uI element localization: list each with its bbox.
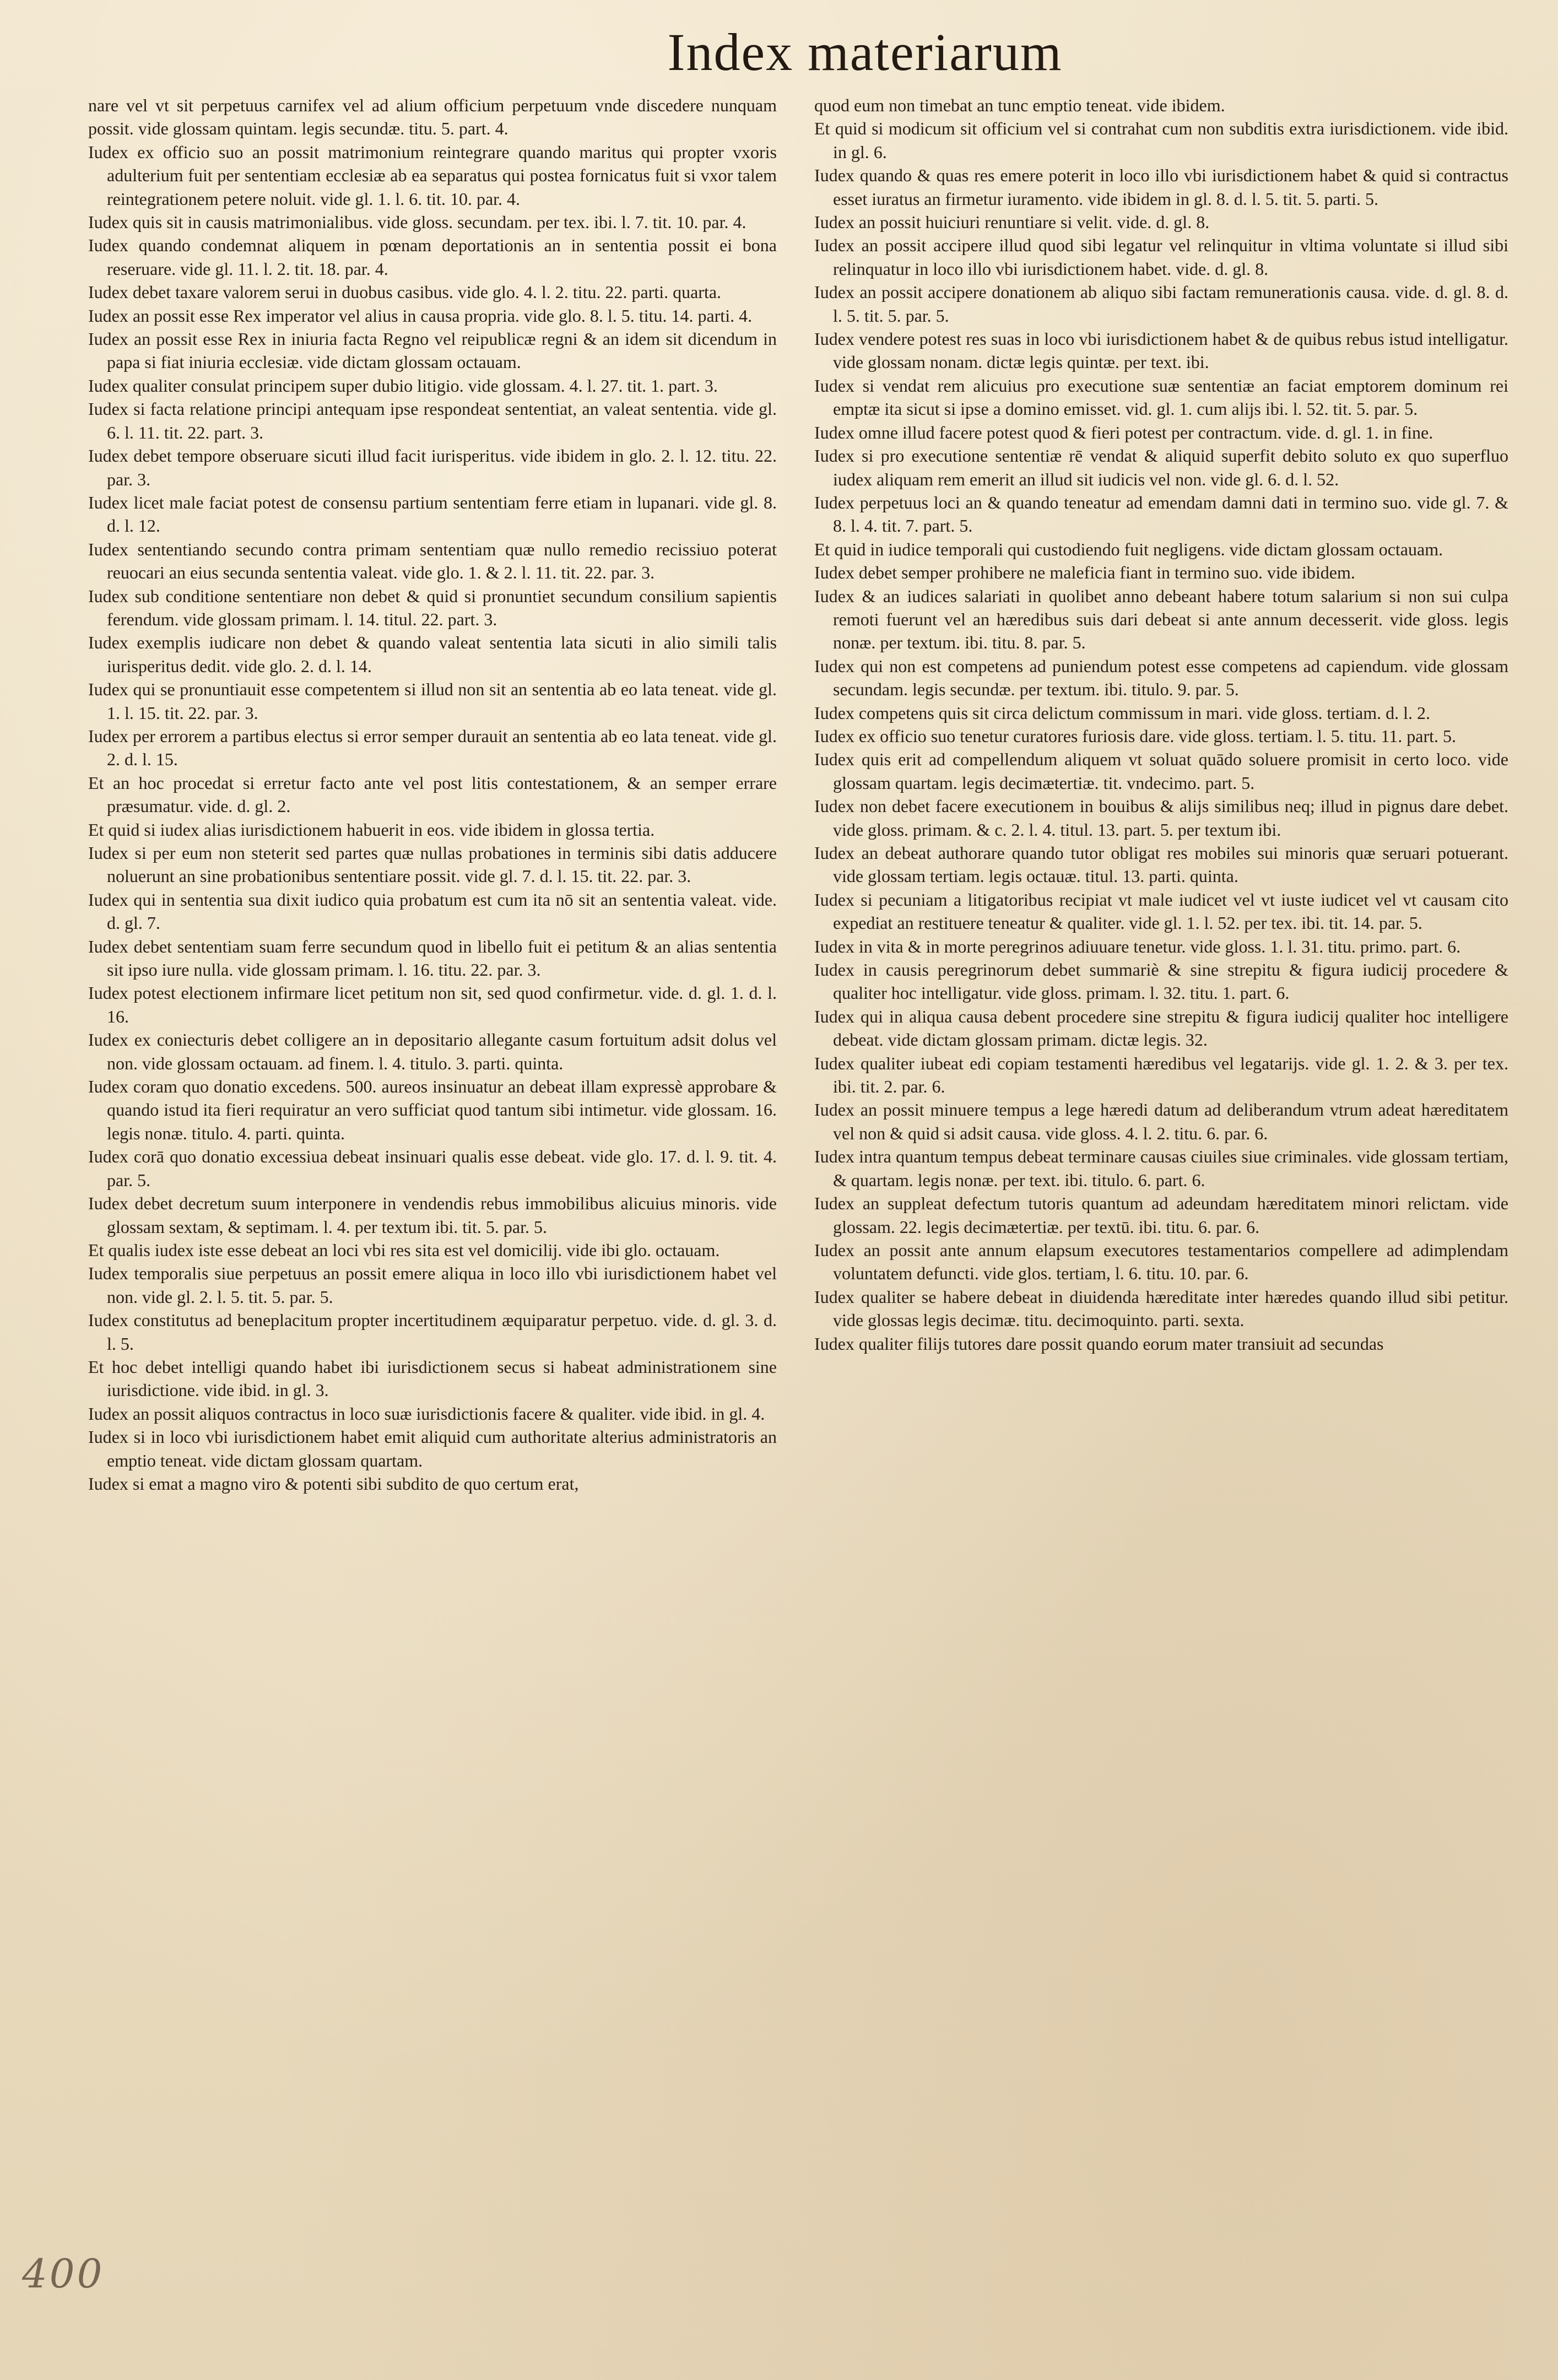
index-entry: Iudex ex officio suo tenetur curatores furiosis dare. vide gloss. tertiam. l. 5. titu. 11. part. 5.: [814, 726, 1457, 746]
index-entry: Iudex si emat a magno viro & potenti sibi subdito de quo certum erat,: [88, 1473, 579, 1494]
index-entry: Iudex licet male faciat potest de consensu partium sententiam ferre etiam in lupanari. vide gl. 8. d. l. 12.: [88, 492, 777, 536]
index-entry: Et quid si modicum sit officium vel si contrahat cum non subditis extra iurisdictionem. vide ibid. in gl. 6.: [814, 118, 1508, 162]
index-entry: Iudex & an iudices salariati in quolibet anno debeant habere totum salarium si non sui culpa remoti fuerunt vel an hæredibus suis dari debeat si ante annum decesserit. vide gloss. legis nonæ. per textum. ibi. titu. 8. par. 5.: [814, 586, 1508, 653]
index-entry: Iudex an possit minuere tempus a lege hæredi datum ad deliberandum vtrum adeat hæreditatem vel non & quid si adsit causa. vide gloss. 4. l. 2. titu. 6. par. 6.: [814, 1100, 1508, 1143]
index-entry: Iudex si in loco vbi iurisdictionem habet emit aliquid cum authoritate alterius administratoris an emptio teneat. vide dictam glossam quartam.: [88, 1427, 777, 1470]
index-entry: Iudex per errorem a partibus electus si error semper durauit an sententia ab eo lata teneat. vide gl. 2. d. l. 15.: [88, 726, 777, 770]
index-entry: Iudex an possit accipere illud quod sibi legatur vel relinquitur in vltima voluntate si illud sibi relinquatur in loco illo vbi iurisdictionem habet. vide. d. gl. 8.: [814, 235, 1508, 279]
index-entry: Iudex sub conditione sententiare non debet & quid si pronuntiet secundum consilium sapientis ferendum. vide glossam primam. l. 14. titul. 22. part. 3.: [88, 586, 777, 629]
index-entry: Iudex competens quis sit circa delictum commissum in mari. vide gloss. tertiam. d. l. 2.: [814, 702, 1431, 723]
index-entry: Iudex qualiter filijs tutores dare possit quando eorum mater transiuit ad secundas: [814, 1333, 1384, 1354]
index-entry: nare vel vt sit perpetuus carnifex vel ad alium officium perpetuum vnde discedere nunquam possit. vide glossam quintam. legis secundæ. titu. 5. part. 4.: [88, 95, 777, 139]
index-entry: Iudex debet sententiam suam ferre secundum quod in libello fuit ei petitum & an alias sententia sit ipso iure nulla. vide glossam primam. l. 16. titu. 22. par. 3.: [88, 936, 777, 980]
index-entry: Iudex an suppleat defectum tutoris quantum ad adeundam hæreditatem minori relictam. vide glossam. 22. legis decimætertiæ. per textū. ibi. titu. 6. par. 6.: [814, 1193, 1508, 1237]
index-entry: Iudex debet decretum suum interponere in vendendis rebus immobilibus alicuius minoris. vide glossam sextam, & septimam. l. 4. per textum ibi. tit. 5. par. 5.: [88, 1193, 777, 1237]
right-column: [814, 94, 1508, 2209]
index-entry: Iudex in causis peregrinorum debet summariè & sine strepitu & figura iudicij procedere & qualiter hoc intelligatur. vide gloss. primam. l. 32. titu. 1. part. 6.: [814, 960, 1508, 1003]
index-entry: Et an hoc procedat si erretur facto ante vel post litis contestationem, & an semper errare præsumatur. vide. d. gl. 2.: [88, 772, 777, 816]
index-entry: Iudex coram quo donatio excedens. 500. aureos insinuatur an debeat illam expressè approbare & quando istud ita fieri requiratur an vero sufficiat quod tantum sibi intimetur. vide glossam. 16. legis nonæ. titulo. 4. parti. quinta.: [88, 1077, 777, 1143]
index-entry: Iudex an possit huiciuri renuntiare si velit. vide. d. gl. 8.: [814, 212, 1210, 232]
index-entry: Iudex qui non est competens ad puniendum potest esse competens ad capiendum. vide glossam secundam. legis secundæ. per textum. ibi. titulo. 9. par. 5.: [814, 656, 1508, 700]
index-entry: Iudex exemplis iudicare non debet & quando valeat sententia lata sicuti in alio simili talis iurisperitus dedit. vide glo. 2. d. l. 14.: [88, 632, 777, 676]
left-column: [88, 94, 777, 2209]
index-entry: quod eum non timebat an tunc emptio teneat. vide ibidem.: [814, 95, 1225, 115]
index-entry: Iudex intra quantum tempus debeat terminare causas ciuiles siue criminales. vide glossam tertiam, & quartam. legis nonæ. per text. ibi. titulo. 6. part. 6.: [814, 1146, 1508, 1190]
index-entry: Iudex quando & quas res emere poterit in loco illo vbi iurisdictionem habet & quid si contractus esset iuratus an firmetur iuramento. vide ibidem in gl. 8. d. l. 5. tit. 5. parti. 5.: [814, 165, 1508, 209]
index-entry: Iudex an possit ante annum elapsum executores testamentarios compellere ad adimplendam voluntatem defuncti. vide glos. tertiam, l. 6. titu. 10. par. 6.: [814, 1240, 1508, 1284]
index-entry: Iudex non debet facere executionem in bouibus & alijs similibus neq; illud in pignus dare debet. vide gloss. primam. & c. 2. l. 4. titul. 13. part. 5. per textum ibi.: [814, 796, 1508, 840]
index-entry: Et quid si iudex alias iurisdictionem habuerit in eos. vide ibidem in glossa tertia.: [88, 819, 655, 840]
handwritten-folio-number: 400: [22, 2251, 105, 2297]
index-entry: Iudex qualiter se habere debeat in diuidenda hæreditate inter hæredes quando illud sibi petitur. vide glossas legis decimæ. titu. decimoquinto. parti. sexta.: [814, 1286, 1508, 1330]
index-entry: Iudex constitutus ad beneplacitum propter incertitudinem æquiparatur perpetuo. vide. d. gl. 3. d. l. 5.: [88, 1310, 777, 1354]
index-entry: Iudex qui se pronuntiauit esse competentem si illud non sit an sententia ab eo lata teneat. vide gl. 1. l. 15. tit. 22. par. 3.: [88, 679, 777, 723]
index-entry: Et hoc debet intelligi quando habet ibi iurisdictionem secus si habeat administrationem sine iurisdictione. vide ibid. in gl. 3.: [88, 1356, 777, 1400]
index-entry: Iudex an possit accipere donationem ab aliquo sibi factam remunerationis causa. vide. d. gl. 8. d. l. 5. tit. 5. par. 5.: [814, 282, 1508, 326]
index-entry: Iudex qualiter consulat principem super dubio litigio. vide glossam. 4. l. 27. tit. 1. part. 3.: [88, 375, 718, 396]
index-entry: Iudex an possit aliquos contractus in loco suæ iurisdictionis facere & qualiter. vide ibid. in gl. 4.: [88, 1403, 765, 1424]
index-entry: Iudex si pecuniam a litigatoribus recipiat vt male iudicet vel vt iuste iudicet vel vt causam cito expediat an restituere teneatur & qualiter. vide gl. 1. l. 52. per tex. ibi. tit. 14. par. 5.: [814, 889, 1508, 933]
index-entry: Iudex quis erit ad compellendum aliquem vt soluat quādo soluere promisit in certo loco. vide glossam quartam. legis decimætertiæ. tit. vndecimo. part. 5.: [814, 749, 1508, 793]
index-entry: Iudex temporalis siue perpetuus an possit emere aliqua in loco illo vbi iurisdictionem habet vel non. vide gl. 2. l. 5. tit. 5. par. 5.: [88, 1263, 777, 1307]
index-entry: Iudex in vita & in morte peregrinos adiuuare tenetur. vide gloss. 1. l. 31. titu. primo. part. 6.: [814, 936, 1461, 956]
index-entry: Iudex debet taxare valorem serui in duobus casibus. vide glo. 4. l. 2. titu. 22. parti. quarta.: [88, 282, 722, 302]
index-entry: Iudex omne illud facere potest quod & fieri potest per contractum. vide. d. gl. 1. in fine.: [814, 422, 1433, 442]
index-entry: Iudex an possit esse Rex imperator vel alius in causa propria. vide glo. 8. l. 5. titu. 14. parti. 4.: [88, 305, 753, 326]
index-entry: Iudex an debeat authorare quando tutor obligat res mobiles sui minoris quæ seruari potuerant. vide glossam tertiam. legis octauæ. titul. 13. parti. quinta.: [814, 843, 1508, 886]
index-entry: Iudex debet tempore obseruare sicuti illud facit iurisperitus. vide ibidem in glo. 2. l. 12. titu. 22. par. 3.: [88, 446, 777, 489]
index-entry: Et qualis iudex iste esse debeat an loci vbi res sita est vel domicilij. vide ibi glo. octauam.: [88, 1240, 720, 1260]
index-entry: Iudex quando condemnat aliquem in pœnam deportationis an in sententia possit ei bona reseruare. vide gl. 11. l. 2. tit. 18. par. 4.: [88, 235, 777, 279]
index-entry: Iudex ex coniecturis debet colligere an in depositario allegante casum fortuitum adsit dolus vel non. vide glossam octauam. ad finem. l. 4. titulo. 3. parti. quinta.: [88, 1030, 777, 1073]
index-entry: Iudex perpetuus loci an & quando teneatur ad emendam damni dati in termino suo. vide gl. 7. & 8. l. 4. tit. 7. part. 5.: [814, 492, 1508, 536]
index-entry: Iudex si pro executione sententiæ rē vendat & aliquid superfit debito soluto ex quo superfluo iudex aliquam rem emerit an illud sit iudicis vel non. vide gl. 6. d. l. 52.: [814, 446, 1508, 489]
index-entry: Iudex si per eum non steterit sed partes quæ nullas probationes in terminis sibi datis adducere noluerunt an sine probationibus sententiare possit. vide gl. 7. d. l. 15. tit. 22. par. 3.: [88, 843, 777, 886]
index-entry: Et quid in iudice temporali qui custodiendo fuit negligens. vide dictam glossam octauam.: [814, 539, 1443, 559]
index-entry: Iudex debet semper prohibere ne maleficia fiant in termino suo. vide ibidem.: [814, 562, 1355, 583]
index-entry: Iudex si facta relatione principi antequam ipse respondeat sententiat, an valeat sententia. vide gl. 6. l. 11. tit. 22. part. 3.: [88, 399, 777, 442]
index-entry: Iudex vendere potest res suas in loco vbi iurisdictionem habet & de quibus rebus istud intelligatur. vide glossam nonam. dictæ legis quintæ. per text. ibi.: [814, 329, 1508, 372]
index-entry: Iudex sententiando secundo contra primam sententiam quæ nullo remedio recissiuo poterat reuocari an eius secunda sententia valeat. vide glo. 1. & 2. l. 11. tit. 22. par. 3.: [88, 539, 777, 583]
index-entry: Iudex quis sit in causis matrimonialibus. vide gloss. secundam. per tex. ibi. l. 7. tit. 10. par. 4.: [88, 212, 746, 232]
index-entry: Iudex corā quo donatio excessiua debeat insinuari qualis esse debeat. vide glo. 17. d. l. 9. tit. 4. par. 5.: [88, 1146, 777, 1190]
index-entry: Iudex qui in sententia sua dixit iudico quia probatum est cum ita nō sit an sententia valeat. vide. d. gl. 7.: [88, 889, 777, 933]
index-entry: Iudex ex officio suo an possit matrimonium reintegrare quando maritus qui propter vxoris adulterium fuit per sententiam ecclesiæ ab ea separatus qui postea fornicatus fuit si vxor talem reintegrationem petere noluit. vide gl. 1. l. 6. tit. 10. par. 4.: [88, 142, 777, 209]
running-header: Index materiarum: [667, 23, 1063, 82]
index-entry: Iudex an possit esse Rex in iniuria facta Regno vel reipublicæ regni & an idem sit dicendum in papa si fiat iniuria ecclesiæ. vide dictam glossam octauam.: [88, 329, 777, 372]
index-entry: Iudex qualiter iubeat edi copiam testamenti hæredibus vel legatarijs. vide gl. 1. 2. & 3. per tex. ibi. tit. 2. par. 6.: [814, 1053, 1508, 1097]
index-entry: Iudex qui in aliqua causa debent procedere sine strepitu & figura iudicij qualiter hoc intelligere debeat. vide dictam glossam primam. dictæ legis. 32.: [814, 1006, 1508, 1050]
index-entry: Iudex si vendat rem alicuius pro executione suæ sententiæ an faciat emptorem dominum rei emptæ ita sicut si ipse a domino emisset. vid. gl. 1. cum alijs ibi. l. 52. tit. 5. par. 5.: [814, 375, 1508, 419]
index-entry: Iudex potest electionem infirmare licet petitum non sit, sed quod confirmetur. vide. d. gl. 1. d. l. 16.: [88, 983, 777, 1026]
